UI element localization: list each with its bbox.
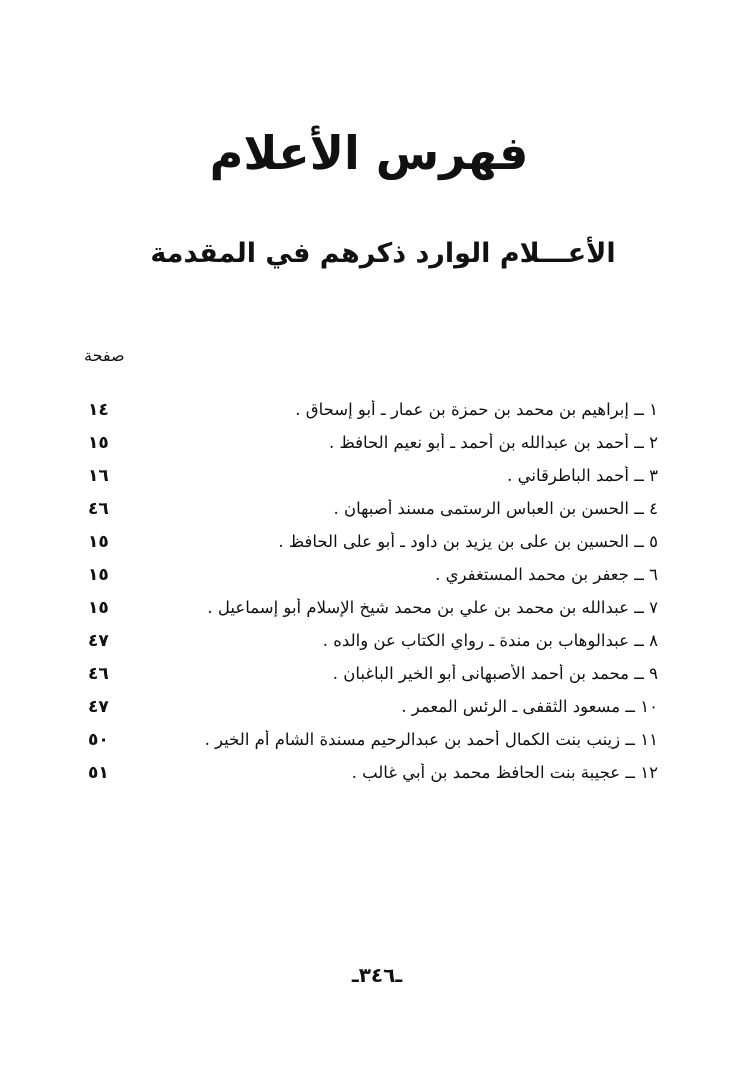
entry-name: ٢ ــ أحمد بن عبدالله بن أحمد ـ أبو نعيم الحافظ . [328,433,658,452]
entry-page-ref: ٥٠ [88,729,109,750]
entry-page-ref: ٥١ [88,762,109,783]
page-number: ـ٣٤٦ـ [351,963,403,987]
entry-page-ref: ١٥ [88,531,109,552]
section-subtitle: الأعـــلام الوارد ذكرهم في المقدمة [150,238,616,269]
entry-page-ref: ١٤ [88,399,109,420]
index-entry [80,525,658,558]
index-entry [80,393,658,426]
entry-name: ٣ ــ أحمد الباطرقاني . [507,466,658,485]
index-entry [80,690,658,723]
index-entry [80,426,658,459]
index-entry [80,756,658,789]
entry-name: ١ ــ إبراهيم بن محمد بن حمزة بن عمار ـ أبو إسحاق . [295,400,658,419]
entry-name: ٩ ــ محمد بن أحمد الأصبهانى أبو الخير الباغبان . [332,664,658,683]
entry-name: ٤ ــ الحسن بن العباس الرستمى مسند أصبهان . [333,499,658,518]
entry-name: ٧ ــ عبدالله بن محمد بن علي بن محمد شيخ الإسلام أبو إسماعيل . [207,598,658,617]
entry-page-ref: ١٥ [88,564,109,585]
entry-page-ref: ٤٧ [88,630,109,651]
entry-name: ٨ ــ عبدالوهاب بن مندة ـ رواي الكتاب عن والده . [322,631,658,650]
entry-page-ref: ١٦ [88,465,109,486]
index-entry [80,591,658,624]
index-entry [80,492,658,525]
entry-name: ١٠ ــ مسعود الثقفى ـ الرئس المعمر . [401,697,658,716]
entry-name: ٥ ــ الحسين بن على بن يزيد بن داود ـ أبو على الحافظ . [278,532,658,551]
index-entry [80,723,658,756]
entry-page-ref: ٤٦ [88,663,109,684]
page-column-header: صفحة [84,346,125,365]
page-title: فهرس الأعلام [209,126,529,180]
index-entry [80,657,658,690]
index-entry [80,558,658,591]
entry-page-ref: ٤٦ [88,498,109,519]
entry-name: ١٢ ــ عجيبة بنت الحافظ محمد بن أبي غالب . [351,763,658,782]
entry-page-ref: ٤٧ [88,696,109,717]
entry-page-ref: ١٥ [88,432,109,453]
entry-name: ١١ ــ زينب بنت الكمال أحمد بن عبدالرحيم مسندة الشام أم الخير . [204,730,658,749]
entry-page-ref: ١٥ [88,597,109,618]
index-list [80,393,658,789]
index-entry [80,624,658,657]
index-entry [80,459,658,492]
entry-name: ٦ ــ جعفر بن محمد المستغفري . [435,565,658,584]
